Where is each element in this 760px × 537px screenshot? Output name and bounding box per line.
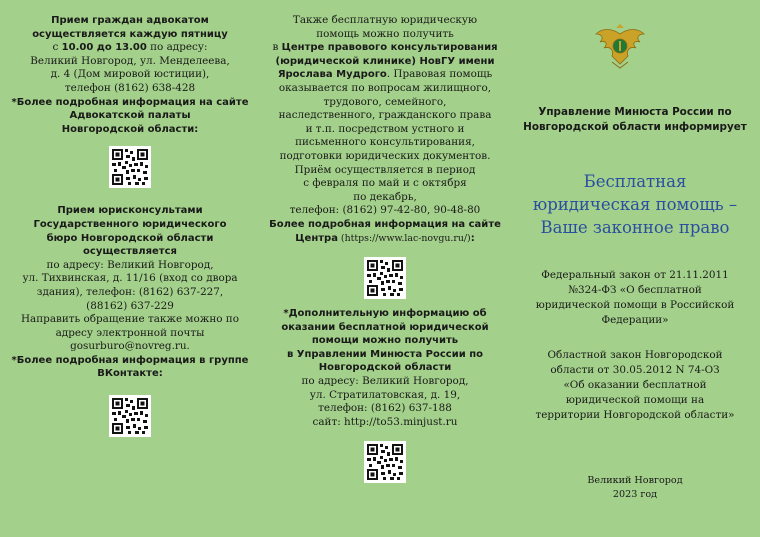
clinic-line-11: подготовки юридических документов.	[279, 149, 491, 162]
regional-law: Областной закон Новгородской области от 30.05.2012 N 74-ОЗ «Об оказании бесплатной юридической помощи на территории Новгородской области»	[535, 349, 735, 421]
qr-code-icon[interactable]	[109, 146, 151, 188]
bureau-more-1: *Более подробная информация в группе	[11, 354, 249, 366]
panel-left	[0, 0, 260, 537]
org-heading: Управление Минюста России по Новгородской области информирует	[523, 106, 747, 133]
clinic-line-5: Ярослава Мудрого. Правовая помощь	[277, 68, 493, 81]
advocate-more-3: Новгородской области:	[61, 123, 199, 135]
ministry-phone: телефон: (8162) 637-188	[318, 402, 452, 415]
qr-code-icon[interactable]	[109, 395, 151, 437]
bureau-line-1: по адресу: Великий Новгород,	[46, 258, 214, 271]
clinic-line-14: по декабрь,	[353, 190, 417, 203]
advocate-more-1: *Более подробная информация на сайте	[11, 96, 249, 108]
clinic-line-4: (юридической клинике) НовГУ имени	[275, 55, 495, 67]
clinic-site-line: Центра (https://www.lac-novgu.ru/):	[295, 232, 475, 244]
bureau-line-3: здания), телефон: (8162) 637-227,	[36, 285, 224, 298]
clinic-phone: телефон: (8162) 97-42-80, 90-48-80	[289, 204, 481, 217]
clinic-line-7: трудового, семейного,	[323, 95, 447, 108]
ministry-address-2: ул. Стратилатовская, д. 19,	[309, 388, 461, 401]
clinic-line-1: Также бесплатную юридическую	[292, 14, 478, 26]
ministry-more-3: помощи можно получить	[311, 335, 459, 347]
bureau-line-6: адресу электронной почты	[55, 326, 205, 339]
federal-law: Федеральный закон от 21.11.2011 №324-ФЗ «О бесплатной юридической помощи в Российской Федерации»	[535, 269, 735, 326]
ministry-more-1: *Дополнительную информацию об	[283, 308, 487, 320]
qr-code-icon[interactable]	[364, 257, 406, 299]
ministry-more-2: оказании бесплатной юридической	[281, 321, 489, 333]
bureau-line-4: (88162) 637-229	[86, 299, 174, 312]
city-year: Великий Новгород 2023 год	[587, 475, 683, 500]
panel-right-cover	[510, 0, 760, 537]
bureau-heading-3: бюро Новгородской области	[46, 232, 214, 244]
panel-middle	[260, 0, 510, 537]
clinic-line-10: письменного консультирования,	[295, 136, 475, 149]
bureau-line-2: ул. Тихвинская, д. 11/16 (вход со двора	[22, 272, 238, 285]
bureau-heading-2: Государственного юридического	[33, 218, 227, 230]
advocate-address-1: Великий Новгород, ул. Менделеева,	[30, 54, 230, 67]
bureau-line-5: Направить обращение также можно по	[21, 313, 239, 326]
ministry-more-5: Новгородской области	[318, 362, 452, 374]
advocate-more-2: Адвокатской палаты	[69, 110, 191, 122]
clinic-site-link[interactable]: (https://www.lac-novgu.ru/)	[337, 232, 471, 244]
clinic-more-1: Более подробная информация на сайте	[269, 218, 501, 230]
clinic-line-9: и т.п. посредством устного и	[305, 122, 465, 135]
qr-code-icon[interactable]	[364, 441, 406, 483]
advocate-phone: телефон (8162) 638-428	[64, 81, 196, 94]
clinic-line-6: оказывается по вопросам жилищного,	[278, 81, 492, 94]
clinic-line-12: Приём осуществляется в период	[294, 163, 476, 176]
bureau-email[interactable]: gosurburo@novreg.ru.	[70, 340, 190, 353]
clinic-line-3: в Центре правового консультирования	[272, 41, 498, 54]
bureau-heading-4: осуществляется	[83, 246, 177, 258]
clinic-line-13: с февраля по май и с октября	[303, 177, 467, 190]
advocate-heading-2: осуществляется каждую пятницу	[32, 28, 228, 40]
advocate-time-line: с 10.00 до 13.00 по адресу:	[52, 41, 208, 54]
advocate-address-2: д. 4 (Дом мировой юстиции),	[50, 68, 210, 81]
advocate-heading-1: Прием граждан адвокатом	[51, 15, 209, 26]
page-title: Бесплатная юридическая помощь – Ваше законное право	[532, 172, 738, 237]
ministry-address-1: по адресу: Великий Новгород,	[301, 375, 469, 388]
clinic-line-2: помощь можно получить	[316, 27, 454, 40]
ministry-emblem-icon	[594, 24, 646, 70]
clinic-line-8: наследственного, гражданского права	[278, 109, 492, 122]
bureau-heading-1: Прием юрисконсультами	[57, 205, 203, 217]
ministry-more-4: в Управлении Минюста России по	[286, 348, 484, 360]
ministry-site[interactable]: сайт: http://to53.minjust.ru	[312, 415, 458, 428]
bureau-more-2: ВКонтакте:	[97, 368, 163, 380]
